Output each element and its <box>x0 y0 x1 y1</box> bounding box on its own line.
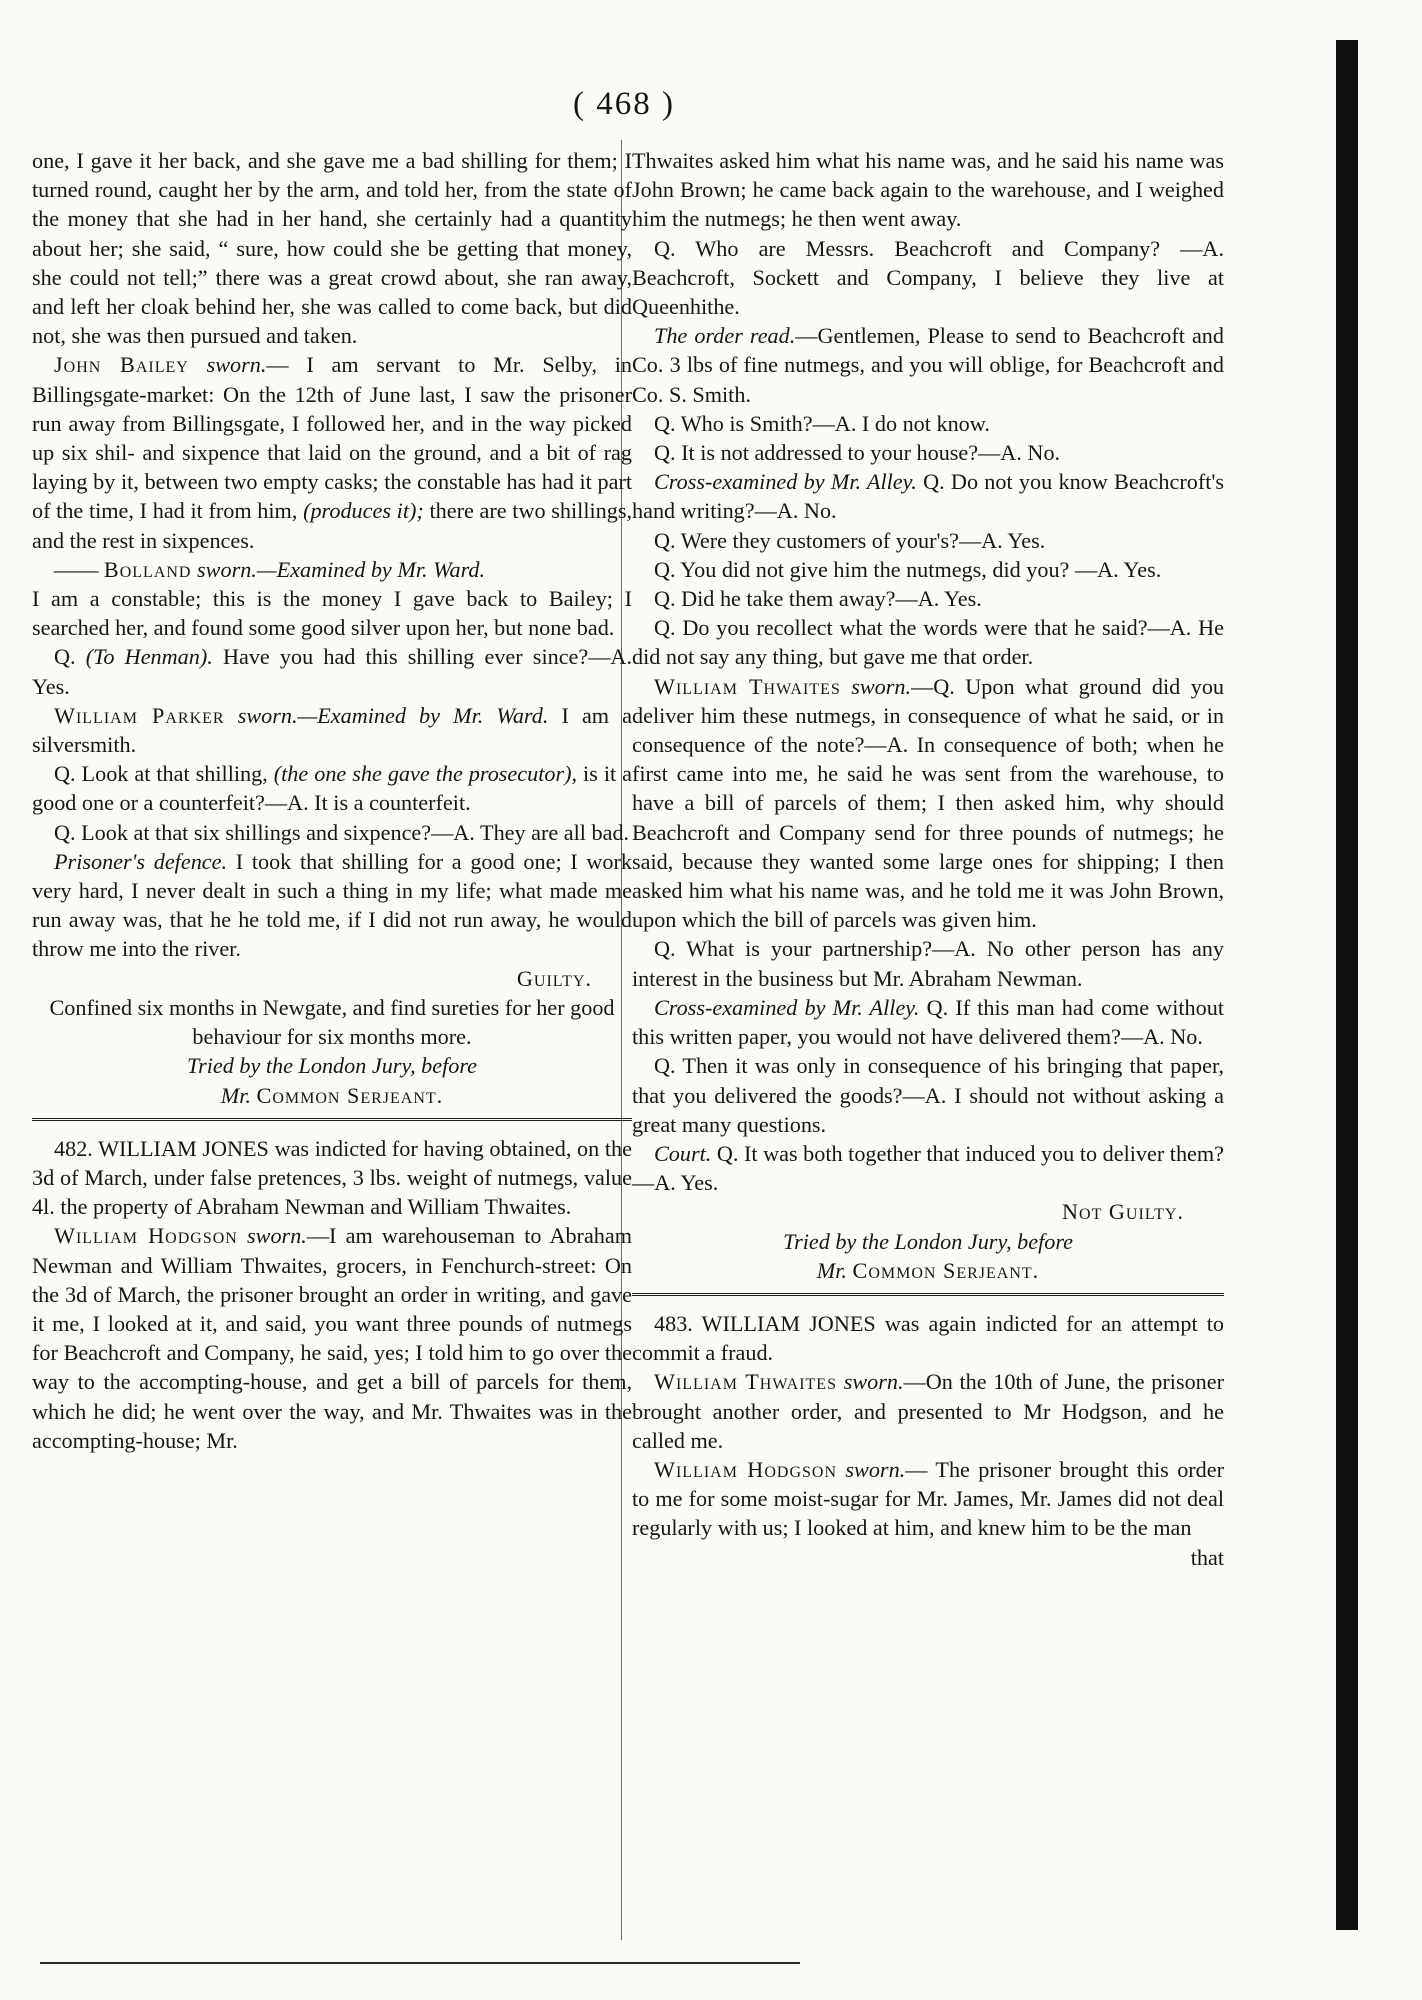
question-mark: Q. <box>54 644 76 670</box>
paragraph: Q. You did not give him the nutmegs, did you? —A. Yes. <box>654 556 1162 582</box>
paragraph <box>32 642 632 700</box>
left-column <box>32 146 632 1455</box>
testimony-text: I took that shilling for a good one; I work very hard, I never dealt in such a thing in my life; what made me run away was, that he he told me, if I did not run away, he would throw me into the river. <box>32 848 632 962</box>
verdict: Guilty. <box>516 965 592 991</box>
paragraph <box>632 1367 1224 1455</box>
testimony-text: Have you had this shilling ever since?—A. Yes. <box>32 644 632 699</box>
witness-name: Bolland <box>103 556 192 582</box>
case-separator <box>32 1118 632 1124</box>
paragraph: Q. Who is Smith?—A. I do not know. <box>654 410 990 436</box>
testimony-text: — The prisoner brought this order to me for some moist-sugar for Mr. James, Mr. James did not deal regularly with us; I looked at him, and knew him to be the man <box>632 1456 1225 1541</box>
catchword: that <box>1190 1544 1224 1570</box>
paragraph: Q. Look at that six shillings and sixpence?—A. They are all bad. <box>54 819 630 845</box>
witness-name: William Hodgson <box>654 1456 838 1482</box>
paragraph <box>632 467 1224 525</box>
paragraph: Q. Then it was only in consequence of his bringing that paper, that you delivered the goods?—A. I should not without asking a great many questions. <box>632 1053 1224 1137</box>
judge-line <box>32 1081 632 1110</box>
paragraph: Q. Were they customers of your's?—A. Yes. <box>654 527 1046 553</box>
paragraph: Thwaites asked him what his name was, and he said his name was John Brown; he came back again to the warehouse, and I weighed him the nutmegs; he then went away. <box>632 148 1224 232</box>
witness-name: William Hodgson <box>54 1223 238 1249</box>
testimony-text: is it a good one or a counterfeit?—A. It is a counterfeit. <box>32 761 632 816</box>
testimony-text: Q. It was both together that induced you to deliver them?—A. Yes. <box>632 1140 1224 1196</box>
case-number: 482. <box>54 1135 99 1161</box>
testimony-text: Q. Look at that shilling, <box>54 761 274 787</box>
indictment-text: was indicted for having obtained, on the 3d of March, under false pretences, 3 lbs. weight of nutmegs, value 4l. the property of Abraham Newman and William Thwaites. <box>32 1135 632 1220</box>
paragraph <box>32 847 632 964</box>
paragraph: Q. Do you recollect what the words were that he said?—A. He did not say any thing, but gave me that order. <box>632 615 1224 670</box>
court-label: Court. <box>654 1140 712 1166</box>
stage-direction: (the one she gave the prosecutor), <box>273 761 578 787</box>
testimony-text: —I am warehouseman to Abraham Newman and William Thwaites, grocers, in Fenchurch-street: On the 3d of March, the prisoner brought an order in writing, and gave it me, I looked at it, and said, you want three pounds of nutmegs for Beachcroft and Company, he said, yes; I told him to go over the way to the accompting-house, and get a bill of parcels for them, which he did; he went over the way, and Mr. Thwaites was in the accompting-house; Mr. <box>32 1223 632 1453</box>
paragraph <box>632 1455 1224 1543</box>
paragraph <box>632 1139 1224 1197</box>
paragraph <box>32 555 632 584</box>
case-heading <box>32 1134 632 1222</box>
witness-name: John Bailey <box>54 352 189 378</box>
sworn-label: sworn. <box>247 1223 307 1249</box>
testimony-text: Q. If this man had come without this written paper, you would not have delivered them?—A. No. <box>632 994 1224 1050</box>
paragraph: Q. What is your partnership?—A. No other person has any interest in the business but Mr. Abraham Newman. <box>632 936 1224 991</box>
judge-name: Common Serjeant. <box>256 1082 444 1108</box>
verdict: Not Guilty. <box>1062 1199 1184 1225</box>
sworn-label: sworn. <box>206 352 267 378</box>
defendant-name: WILLIAM JONES <box>98 1135 269 1161</box>
testimony-text: there are two shillings, and the rest in sixpences. <box>32 498 633 553</box>
paragraph <box>632 993 1224 1051</box>
testimony-text: Q. Do not you know Beachcroft's hand writing?—A. No. <box>632 469 1224 524</box>
paragraph: Q. It is not addressed to your house?—A. No. <box>654 440 1061 466</box>
defendant-name: WILLIAM JONES <box>701 1310 876 1336</box>
indictment-text: was again indicted for an attempt to commit a fraud. <box>632 1310 1224 1366</box>
paragraph: Q. Did he take them away?—A. Yes. <box>654 586 982 612</box>
case-separator <box>632 1293 1224 1299</box>
paragraph <box>632 321 1224 409</box>
tried-by: Tried by the London Jury, before <box>186 1053 478 1079</box>
order-text: —Gentlemen, Please to send to Beachcroft and Co. 3 lbs of fine nutmegs, and you will oblige, for Beachcroft and Co. S. Smith. <box>632 323 1224 407</box>
case-heading <box>632 1309 1224 1367</box>
testimony-text: — I am servant to Mr. Selby, in Billingsgate-market: On the 12th of June last, I saw the prisoner run away from Billingsgate, I followed her, and in the way picked up six shil- and sixpence that laid on the ground, and a bit of rag laying by it, between two empty casks; the constable has had it part of the time, I had it from him, <box>32 352 632 524</box>
order-label: The order read. <box>654 323 796 349</box>
sworn-label: sworn. <box>851 673 912 699</box>
paragraph: Q. Who are Messrs. Beachcroft and Company? —A. Beachcroft, Sockett and Company, I believe they live at Queenhithe. <box>632 235 1224 320</box>
stage-direction: (produces it); <box>303 498 424 524</box>
witness-name: William Thwaites <box>654 673 841 699</box>
witness-name: William Thwaites <box>654 1369 837 1395</box>
paragraph: one, I gave it her back, and she gave me a bad shilling for them; I turned round, caught her by the arm, and told her, from the state of the money that she had in her hand, she certainly had a quantity about her; she said, “ sure, how could she be getting that money, she could not tell;” there was a great crowd about, she ran away, and left her cloak behind her, she was called to come back, but did not, she was then pursued and taken. <box>32 148 632 349</box>
sentence: Confined six months in Newgate, and find sureties for her good behaviour for six months more. <box>49 994 615 1050</box>
cross-exam-label: Cross-examined by Mr. Alley. <box>654 469 917 495</box>
page-number: ( 468 ) <box>573 86 675 122</box>
binding-edge-bar <box>1336 40 1358 1930</box>
case-number: 483. <box>654 1310 702 1336</box>
paragraph: I am a constable; this is the money I gave back to Bailey; I searched her, and found some good silver upon her, but none bad. <box>32 586 632 641</box>
stage-direction: (To Henman). <box>85 644 213 670</box>
paragraph <box>32 759 632 817</box>
sworn-label: sworn. <box>843 1369 904 1395</box>
sworn-label: sworn.—Examined by Mr. Ward. <box>197 556 486 582</box>
paragraph <box>632 672 1224 935</box>
right-column <box>632 146 1224 1572</box>
testimony-text: —Q. Upon what ground did you deliver him these nutmegs, in consequence of what he said, or in consequence of the note?—A. In consequence of both; when he first came into me, he said he was sent from the warehouse, to have a bill of parcels of them; I then asked him, why should Beachcroft and Company send for three pounds of nutmegs; he said, because they wanted some large ones for shipping; I then asked him what his name was, and he told me it was John Brown, upon which the bill of parcels was given him. <box>632 673 1225 933</box>
witness-name: William Parker <box>54 702 225 728</box>
judge-line <box>632 1256 1224 1285</box>
cross-exam-label: Cross-examined by Mr. Alley. <box>654 994 920 1020</box>
sworn-label: sworn.—Examined by Mr. Ward. <box>237 702 549 728</box>
paragraph <box>32 1221 632 1455</box>
judge-name: Common Serjeant. <box>852 1257 1040 1283</box>
paragraph <box>32 701 632 759</box>
dash: —— <box>54 556 104 582</box>
paragraph <box>32 350 632 554</box>
tried-by: Tried by the London Jury, before <box>782 1228 1074 1254</box>
defence-label: Prisoner's defence. <box>54 848 228 874</box>
testimony-text: I am a silversmith. <box>32 702 633 758</box>
bottom-rule <box>40 1962 800 1964</box>
judge-prefix: Mr. <box>816 1257 853 1283</box>
testimony-text: —On the 10th of June, the prisoner brought another order, and presented to Mr Hodgson, and he called me. <box>632 1369 1225 1453</box>
judge-prefix: Mr. <box>220 1082 257 1108</box>
sworn-label: sworn. <box>845 1456 906 1482</box>
